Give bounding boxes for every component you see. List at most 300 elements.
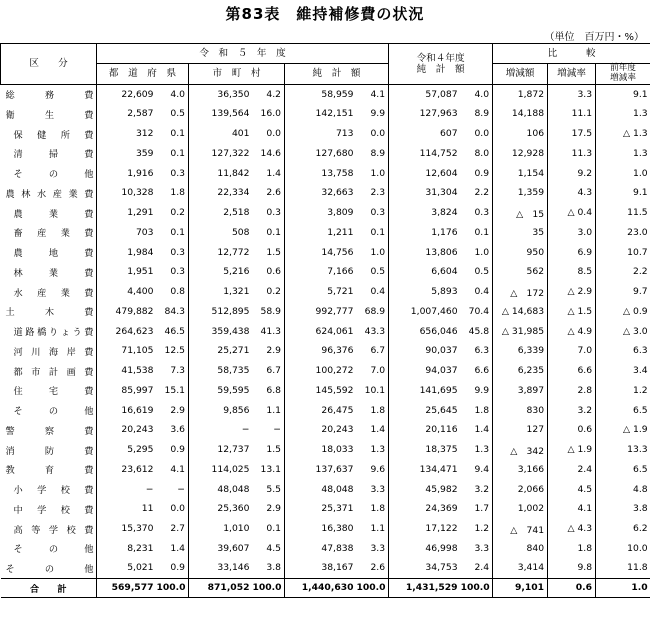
cell-pref: 4,400 [127,286,154,298]
cell-prev: △ 1.3 [622,128,648,140]
cell-net-pct: 9.6 [357,460,389,480]
cell-muni: 1,010 [223,523,250,535]
cell-net-pct: 2.6 [357,558,389,578]
cell-muni-pct: 0.1 [253,223,285,243]
row-label-text: 農業費 [13,208,94,220]
cell-net-pct: 9.9 [357,104,389,124]
cell-muni-pct: 0.0 [253,124,285,144]
cell-net: 127,680 [315,147,354,159]
row-label [1,479,97,499]
cell-net-pct: 68.9 [357,302,389,322]
cell-rate: 11.3 [548,144,596,164]
cell-pref-pct: 0.1 [157,124,189,144]
cell-prev: 9.1 [632,88,648,100]
cell-pref: 1,916 [127,167,154,179]
cell-muni-pct: 16.0 [253,104,285,124]
row-label-text: 警察費 [5,425,94,437]
cell-pref: 10,328 [121,187,154,199]
cell-chg: 840 [493,539,548,559]
cell-prev: 2.2 [632,266,648,278]
cell-prev: 23.0 [627,226,648,238]
cell-net: 7,166 [327,266,354,278]
row-label [1,223,97,243]
row-label [1,519,97,539]
row-label-text: 中学校費 [13,504,94,516]
cell-r4: 94,037 [425,365,458,377]
cell-rate: 9.8 [548,558,596,578]
table-row [1,420,650,440]
cell-pref-pct: 46.5 [157,321,189,341]
cell-pref: 16,619 [121,404,154,416]
cell-pref: 20,243 [121,424,154,436]
cell-pref-pct: 0.1 [157,223,189,243]
cell-pref: 15,370 [121,523,154,535]
cell-chg: 35 [493,223,548,243]
cell-r4: 12,604 [425,167,458,179]
cell-rate: 4.1 [548,499,596,519]
cell-r4-pct: 45.8 [461,321,493,341]
row-label-text: 高等学校費 [13,524,94,536]
cell-r4: 6,604 [431,266,458,278]
cell-chg: 106 [493,124,548,144]
cell-chg: 3,414 [493,558,548,578]
cell-muni-pct: 0.3 [253,203,285,223]
cell-pref-pct: 0.5 [157,104,189,124]
cell-chg: 950 [493,242,548,262]
cell-muni: 5,216 [223,266,250,278]
cell-net: 992,777 [315,305,354,317]
table-title: 第83表 維持補修費の状況 [225,5,425,23]
cell-net-pct: 0.3 [357,203,389,223]
row-label [1,420,97,440]
row-label-text: 住宅費 [13,386,94,398]
cell-net-pct: 10.1 [357,381,389,401]
cell-net: 58,959 [321,88,354,100]
cell-r4-pct: 2.2 [461,183,493,203]
cell-prev: 6.5 [632,463,648,475]
row-label-text: 水産業費 [13,287,94,299]
cell-chg: △ 342 [493,440,548,460]
cell-muni: 12,772 [217,246,250,258]
row-label-text: 保健所費 [13,129,94,141]
row-label-text: 教育費 [5,465,94,477]
cell-r4-pct: 4.0 [461,84,493,104]
cell-rate: 9.2 [548,163,596,183]
row-label [1,381,97,401]
cell-r4: 134,471 [419,463,458,475]
cell-muni: 359,438 [211,325,250,337]
cell-muni-pct: 13.1 [253,460,285,480]
cell-muni: 127,322 [211,147,250,159]
table-row [1,183,650,203]
cell-r4-pct: 0.5 [461,262,493,282]
cell-net-pct: 0.0 [357,124,389,144]
cell-muni: 401 [231,128,250,140]
cell-r4-pct: 0.4 [461,282,493,302]
cell-r4-pct: 1.4 [461,420,493,440]
row-label [1,440,97,460]
header-category: 区 分 [1,44,97,85]
cell-pref-pct: 4.1 [157,460,189,480]
cell-net-pct: 1.8 [357,400,389,420]
cell-net: 14,756 [321,246,354,258]
row-label [1,321,97,341]
cell-pref-pct: 0.9 [157,440,189,460]
cell-chg: 1,359 [493,183,548,203]
cell-muni: − [241,424,250,436]
cell-pref-pct: − [157,479,189,499]
cell-prev: △ 3.0 [622,325,648,337]
cell-net-pct: 43.3 [357,321,389,341]
cell-pref-pct: 4.0 [157,84,189,104]
table-row [1,460,650,480]
cell-net: 32,663 [321,187,354,199]
cell-net-pct: 8.9 [357,144,389,164]
cell-muni: 11,842 [217,167,250,179]
table-row [1,321,650,341]
cell-net-pct: 1.1 [357,519,389,539]
row-label [1,124,97,144]
cell-pref-pct: 2.7 [157,519,189,539]
cell-r4-pct: 0.1 [461,223,493,243]
header-prefecture: 都 道 府 県 [97,64,189,85]
row-label-text: 都市計画費 [13,366,94,378]
header-r4 [389,44,493,85]
row-label [1,499,97,519]
row-label-text: 小学校費 [13,485,94,497]
cell-muni-pct: 100.0 [253,578,285,598]
row-label-text: その他 [5,563,94,575]
cell-muni: 36,350 [217,88,250,100]
cell-chg: 830 [493,400,548,420]
row-label [1,183,97,203]
cell-pref: 264,623 [115,325,154,337]
cell-prev: 1.3 [632,108,648,120]
cell-muni-pct: 0.1 [253,519,285,539]
cell-r4: 13,806 [425,246,458,258]
cell-r4-pct: 1.7 [461,499,493,519]
cell-net: 38,167 [285,558,357,578]
cell-prev: 11.5 [627,207,648,219]
cell-pref: 1,291 [127,207,154,219]
table-row [1,262,650,282]
cell-r4-pct: 6.6 [461,361,493,381]
cell-rate: 3.0 [548,223,596,243]
row-label [1,242,97,262]
cell-chg: △ 741 [493,519,548,539]
cell-r4-pct: 2.4 [461,558,493,578]
cell-prev: 9.1 [632,187,648,199]
cell-chg: 562 [493,262,548,282]
table-row [1,84,650,104]
cell-r4: 656,046 [419,325,458,337]
cell-muni: 25,271 [217,345,250,357]
cell-net: 713 [335,128,354,140]
header-r4-text: 令和４年度 純 計 額 [416,52,465,75]
table-row [1,302,650,322]
cell-r4: 90,037 [425,345,458,357]
table-row [1,104,650,124]
cell-pref-pct: 0.1 [157,144,189,164]
cell-net-pct: 1.8 [357,499,389,519]
cell-net: 48,048 [321,483,354,495]
table-row [1,539,650,559]
cell-muni-pct: − [253,420,285,440]
cell-pref-pct: 0.2 [157,203,189,223]
cell-r4-pct: 0.0 [461,124,493,144]
cell-chg: 6,339 [493,341,548,361]
cell-chg: △ 15 [493,203,548,223]
cell-chg: 127 [493,420,548,440]
cell-r4-pct: 100.0 [461,578,493,598]
cell-prev: 10.7 [627,246,648,258]
cell-muni-pct: 3.8 [253,558,285,578]
cell-pref-pct: 7.3 [157,361,189,381]
cell-pref: 1,984 [127,246,154,258]
cell-muni-pct: 6.7 [253,361,285,381]
row-label [1,84,97,104]
cell-muni: 9,856 [223,404,250,416]
table-row [1,381,650,401]
cell-chg: 14,188 [493,104,548,124]
cell-r4-pct: 1.0 [461,242,493,262]
cell-pref-pct: 0.0 [157,499,189,519]
cell-pref: 569,577 [97,578,157,598]
cell-net: 16,380 [321,523,354,535]
cell-prev: △ 0.9 [622,305,648,317]
cell-prev: 13.3 [627,444,648,456]
cell-r4: 57,087 [425,88,458,100]
cell-r4-pct: 1.2 [461,519,493,539]
cell-r4: 141,695 [419,384,458,396]
cell-rate: △ 1.5 [548,302,596,322]
cell-r4: 45,982 [425,483,458,495]
row-label [1,203,97,223]
cell-net-pct: 0.4 [357,282,389,302]
cell-net: 142,151 [315,108,354,120]
cell-chg: 12,928 [493,144,548,164]
cell-muni: 48,048 [217,483,250,495]
cell-muni-pct: 2.6 [253,183,285,203]
cell-rate: 4.5 [548,479,596,499]
cell-net-pct: 7.0 [357,361,389,381]
cell-r4: 31,304 [425,187,458,199]
cell-rate: 7.0 [548,341,596,361]
header-municipal: 市 町 村 [189,64,285,85]
row-label [1,341,97,361]
cell-muni: 59,595 [217,384,250,396]
maintenance-cost-table [0,43,650,598]
cell-chg: 1,154 [493,163,548,183]
row-label [1,144,97,164]
cell-muni: 58,735 [217,365,250,377]
row-label-text: その他 [13,169,94,181]
total-label: 合 計 [1,578,97,598]
cell-net: 20,243 [321,424,354,436]
cell-prev: 1.0 [632,167,648,179]
cell-net: 1,211 [327,226,354,238]
cell-muni-pct: 41.3 [253,321,285,341]
cell-r4-pct: 0.3 [461,203,493,223]
row-label-text: 消防費 [5,445,94,457]
cell-r4-pct: 3.2 [461,479,493,499]
cell-net-pct: 6.7 [357,341,389,361]
cell-net: 47,838 [321,542,354,554]
cell-r4: 114,752 [419,147,458,159]
row-label-text: 衛生費 [5,109,94,121]
row-label [1,400,97,420]
cell-net: 25,371 [321,503,354,515]
cell-muni: 2,518 [223,207,250,219]
cell-net-pct: 4.1 [357,84,389,104]
cell-r4-pct: 8.9 [461,104,493,124]
cell-rate: △ 0.4 [548,203,596,223]
cell-prev: △ 1.9 [622,424,648,436]
cell-net: 13,758 [321,167,354,179]
cell-pref-pct: 84.3 [157,302,189,322]
cell-net: 624,061 [315,325,354,337]
cell-muni-pct: 14.6 [253,144,285,164]
cell-rate: △ 4.3 [548,519,596,539]
cell-net: 145,592 [315,384,354,396]
cell-prev: 1.2 [632,384,648,396]
row-label-text: その他 [13,544,94,556]
cell-muni: 25,360 [217,503,250,515]
cell-muni-pct: 5.5 [253,479,285,499]
cell-muni-pct: 6.8 [253,381,285,401]
header-change-rate: 増減率 [548,64,596,85]
cell-prev: 10.0 [627,542,648,554]
cell-net: 137,637 [315,463,354,475]
cell-pref-pct: 0.3 [157,262,189,282]
total-row [1,578,650,598]
cell-muni-pct: 1.5 [253,440,285,460]
cell-muni: 1,321 [223,286,250,298]
cell-net-pct: 0.5 [357,262,389,282]
cell-net-pct: 3.3 [357,479,389,499]
cell-chg: △ 172 [493,282,548,302]
cell-muni-pct: 4.2 [253,84,285,104]
row-label-text: 林業費 [13,267,94,279]
cell-r4: 17,122 [425,523,458,535]
cell-rate: 4.3 [548,183,596,203]
cell-muni-pct: 2.9 [253,499,285,519]
cell-r4-pct: 6.3 [461,341,493,361]
cell-pref-pct: 1.4 [157,539,189,559]
row-label-text: 河川海岸費 [13,346,94,358]
row-label-text: 道路橋りょう費 [13,327,94,339]
cell-r4: 1,176 [431,226,458,238]
cell-r4-pct: 9.9 [461,381,493,401]
cell-rate: 3.3 [548,84,596,104]
cell-chg: 1,872 [493,84,548,104]
cell-pref-pct: 12.5 [157,341,189,361]
header-r5: 令 和 ５ 年 度 [97,44,389,64]
cell-r4-pct: 70.4 [461,302,493,322]
row-label [1,539,97,559]
row-label [1,262,97,282]
cell-muni: 12,737 [217,444,250,456]
cell-pref-pct: 2.9 [157,400,189,420]
cell-pref: 1,951 [127,266,154,278]
table-row [1,361,650,381]
cell-r4: 18,375 [425,444,458,456]
cell-r4: 1,007,460 [410,305,458,317]
cell-muni-pct: 1.1 [253,400,285,420]
cell-rate: 1.8 [548,539,596,559]
cell-r4-pct: 1.8 [461,400,493,420]
cell-net: 100,272 [315,365,354,377]
cell-r4: 34,753 [389,558,461,578]
cell-net-pct: 1.0 [357,163,389,183]
cell-pref: 85,997 [121,384,154,396]
cell-pref-pct: 3.6 [157,420,189,440]
cell-pref-pct: 1.8 [157,183,189,203]
cell-pref-pct: 100.0 [157,578,189,598]
row-label-text: 農地費 [13,248,94,260]
cell-pref-pct: 15.1 [157,381,189,401]
cell-net-pct: 1.4 [357,420,389,440]
table-body [1,84,650,598]
cell-rate: △ 1.9 [548,440,596,460]
cell-rate: 0.6 [548,578,596,598]
cell-r4-pct: 0.9 [461,163,493,183]
row-label [1,302,97,322]
table-row [1,282,650,302]
cell-muni-pct: 58.9 [253,302,285,322]
cell-pref-pct: 0.8 [157,282,189,302]
unit-note: （単位 百万円・%） [544,32,644,43]
cell-pref-pct: 0.3 [157,242,189,262]
cell-rate: 17.5 [548,124,596,144]
cell-net-pct: 2.3 [357,183,389,203]
header-net-total: 純 計 額 [285,64,389,85]
cell-net: 18,033 [321,444,354,456]
cell-r4: 24,369 [425,503,458,515]
table-row [1,519,650,539]
cell-muni-pct: 1.4 [253,163,285,183]
cell-net-pct: 1.0 [357,242,389,262]
table-row [1,479,650,499]
cell-muni-pct: 2.9 [253,341,285,361]
row-label [1,163,97,183]
row-label-text: 畜産業費 [13,228,94,240]
header-prev-change-rate: 前年度 増減率 [596,64,650,85]
cell-rate: 2.4 [548,460,596,480]
cell-r4: 3,824 [431,207,458,219]
cell-rate: 6.6 [548,361,596,381]
row-label [1,361,97,381]
cell-prev: 9.7 [632,286,648,298]
cell-pref: 23,612 [121,463,154,475]
cell-chg: 3,166 [493,460,548,480]
cell-r4-pct: 3.3 [461,539,493,559]
cell-pref: 41,538 [121,365,154,377]
cell-pref-pct: 0.9 [157,558,189,578]
cell-r4: 127,963 [419,108,458,120]
table-row [1,558,650,578]
cell-prev: 3.4 [632,365,648,377]
row-label-text: 土木費 [5,307,94,319]
cell-chg: 3,897 [493,381,548,401]
cell-pref: 703 [135,226,154,238]
row-label [1,460,97,480]
cell-prev: 3.8 [632,503,648,515]
cell-prev: 6.5 [632,404,648,416]
cell-rate: △ 4.9 [548,321,596,341]
cell-net: 26,475 [321,404,354,416]
cell-prev: 6.2 [632,523,648,535]
